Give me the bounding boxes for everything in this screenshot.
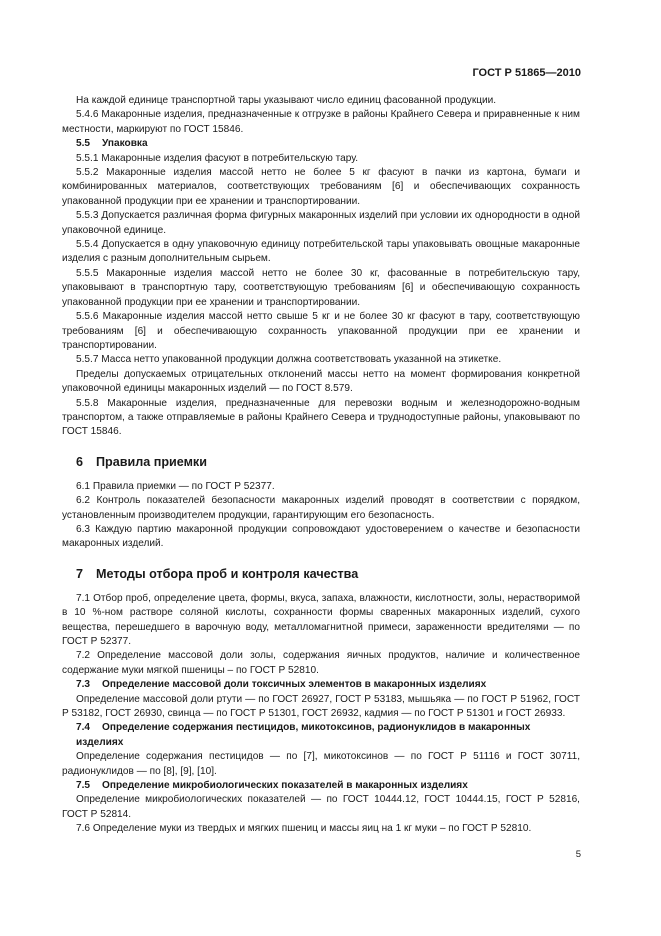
paragraph: На каждой единице транспортной тары указывают число единиц фасованной продукции. xyxy=(76,95,497,106)
paragraph: 7.2 Определение массовой доли золы, содержания яичных продуктов, наличие и количественное содержание муки мягкой пшеницы – по ГОСТ Р 52810. xyxy=(62,650,580,676)
paragraph: Определение содержания пестицидов — по [7], микотоксинов — по ГОСТ Р 51116 и ГОСТ 30711, радионуклидов — по [8], [9], [10]. xyxy=(62,751,580,777)
heading-title: Методы отбора проб и контроля качества xyxy=(96,566,359,581)
paragraph: 5.5.7 Масса нетто упакованной продукции должна соответствовать указанной на этикетке. xyxy=(76,354,502,366)
heading-title: Определение содержания пестицидов, микотоксинов, радионуклидов в макаронных изделиях xyxy=(76,722,531,748)
section-heading xyxy=(62,454,580,470)
subsection-heading xyxy=(62,721,580,750)
subsection-heading xyxy=(62,779,580,793)
paragraph: 5.5.1 Макаронные изделия фасуют в потребительскую тару. xyxy=(76,152,359,164)
paragraph: 5.5.3 Допускается различная форма фигурных макаронных изделий при условии их однородности в одной упаковочной единице. xyxy=(62,210,580,236)
paragraph: 6.3 Каждую партию макаронной продукции сопровождают удостоверением о качестве и безопасности макаронных изделий. xyxy=(62,523,580,550)
heading-number: 6 xyxy=(76,454,84,469)
paragraph: 5.5.6 Макаронные изделия массой нетто свыше 5 кг и не более 30 кг фасуют в тару, соответствующую требованиям [6] и обеспечивающую сохранность упакованной продукции при ее хранении и транспортировании. xyxy=(62,311,580,351)
paragraph: 7.6 Определение муки из твердых и мягких пшениц и массы яиц на 1 кг муки – по ГОСТ Р 52810. xyxy=(76,823,532,835)
heading-number: 7.3 xyxy=(76,679,91,691)
paragraph: 5.5.8 Макаронные изделия, предназначенные для перевозки водным и железнодорожно-водным транспортом, а также отправляемые в районы Крайнего Севера и труднодоступные районы, упаковывают по ГОСТ 15846. xyxy=(62,397,580,438)
paragraph: 6.1 Правила приемки — по ГОСТ Р 52377. xyxy=(76,480,275,492)
heading-title: Определение массовой доли токсичных элементов в макаронных изделиях xyxy=(102,679,487,691)
paragraph: Пределы допускаемых отрицательных отклонений массы нетто на момент формирования конкретной упаковочной единицы макаронных изделий — по ГОСТ 8.579. xyxy=(62,368,580,395)
paragraph: 5.5.4 Допускается в одну упаковочную единицу потребительской тары упаковывать овощные макаронные изделия с разным дополнительным сырьем. xyxy=(62,239,580,265)
paragraph: Определение микробиологических показателей — по ГОСТ 10444.12, ГОСТ 10444.15, ГОСТ Р 52816, ГОСТ Р 52814. xyxy=(62,794,580,820)
heading-number: 7.5 xyxy=(76,780,91,792)
section-heading xyxy=(62,566,580,582)
paragraph: 5.5.2 Макаронные изделия массой нетто не более 5 кг фасуют в пачки из картона, бумаги и комбинированных материалов, соответствующих требованиям [6] и обеспечивающих сохранность упакованной продукции при ее хранении и транспортировании. xyxy=(62,167,580,207)
subsection-heading xyxy=(62,137,580,151)
heading-title: Определение микробиологических показателей в макаронных изделиях xyxy=(102,780,468,792)
paragraph: 5.5.5 Макаронные изделия массой нетто не более 30 кг, фасованные в потребительскую тару, упаковывают в транспортную тару, соответствующую требованиям [6] и обеспечивающую сохранность упакованной продукции при ее хранении и транспортировании. xyxy=(62,267,580,308)
heading-number: 5.5 xyxy=(76,138,91,150)
heading-number: 7 xyxy=(76,566,84,581)
heading-number: 7.4 xyxy=(76,722,91,734)
document-code-header: ГОСТ Р 51865—2010 xyxy=(472,67,581,79)
page-number: 5 xyxy=(575,849,581,860)
paragraph: Определение массовой доли ртути — по ГОСТ 26927, ГОСТ Р 53183, мышьяка — по ГОСТ Р 51962, ГОСТ Р 53182, ГОСТ 26930, свинца — по ГОСТ Р 51301, ГОСТ 26932, кадмия — по ГОСТ Р 51301 и ГОСТ 26933. xyxy=(62,693,580,720)
subsection-heading xyxy=(62,678,580,692)
paragraph: 6.2 Контроль показателей безопасности макаронных изделий проводят в соответствии с порядком, установленным производителем продукции, гарантирующим его безопасность. xyxy=(62,495,580,521)
heading-title: Упаковка xyxy=(102,138,148,150)
paragraph: 5.4.6 Макаронные изделия, предназначенные к отгрузке в районы Крайнего Севера и приравненные к ним местности, маркируют по ГОСТ 15846. xyxy=(62,109,580,135)
paragraph: 7.1 Отбор проб, определение цвета, формы, вкуса, запаха, влажности, кислотности, золы, нерастворимой в 10 %-ном растворе соляной кислоты, сохранности формы сваренных макаронных изделий, сухого вещества, перешедшего в варочную воду, металломагнитной примеси, зараженности вредителями — по ГОСТ Р 52377. xyxy=(62,592,580,647)
heading-title: Правила приемки xyxy=(96,454,207,469)
document-body xyxy=(62,94,580,837)
